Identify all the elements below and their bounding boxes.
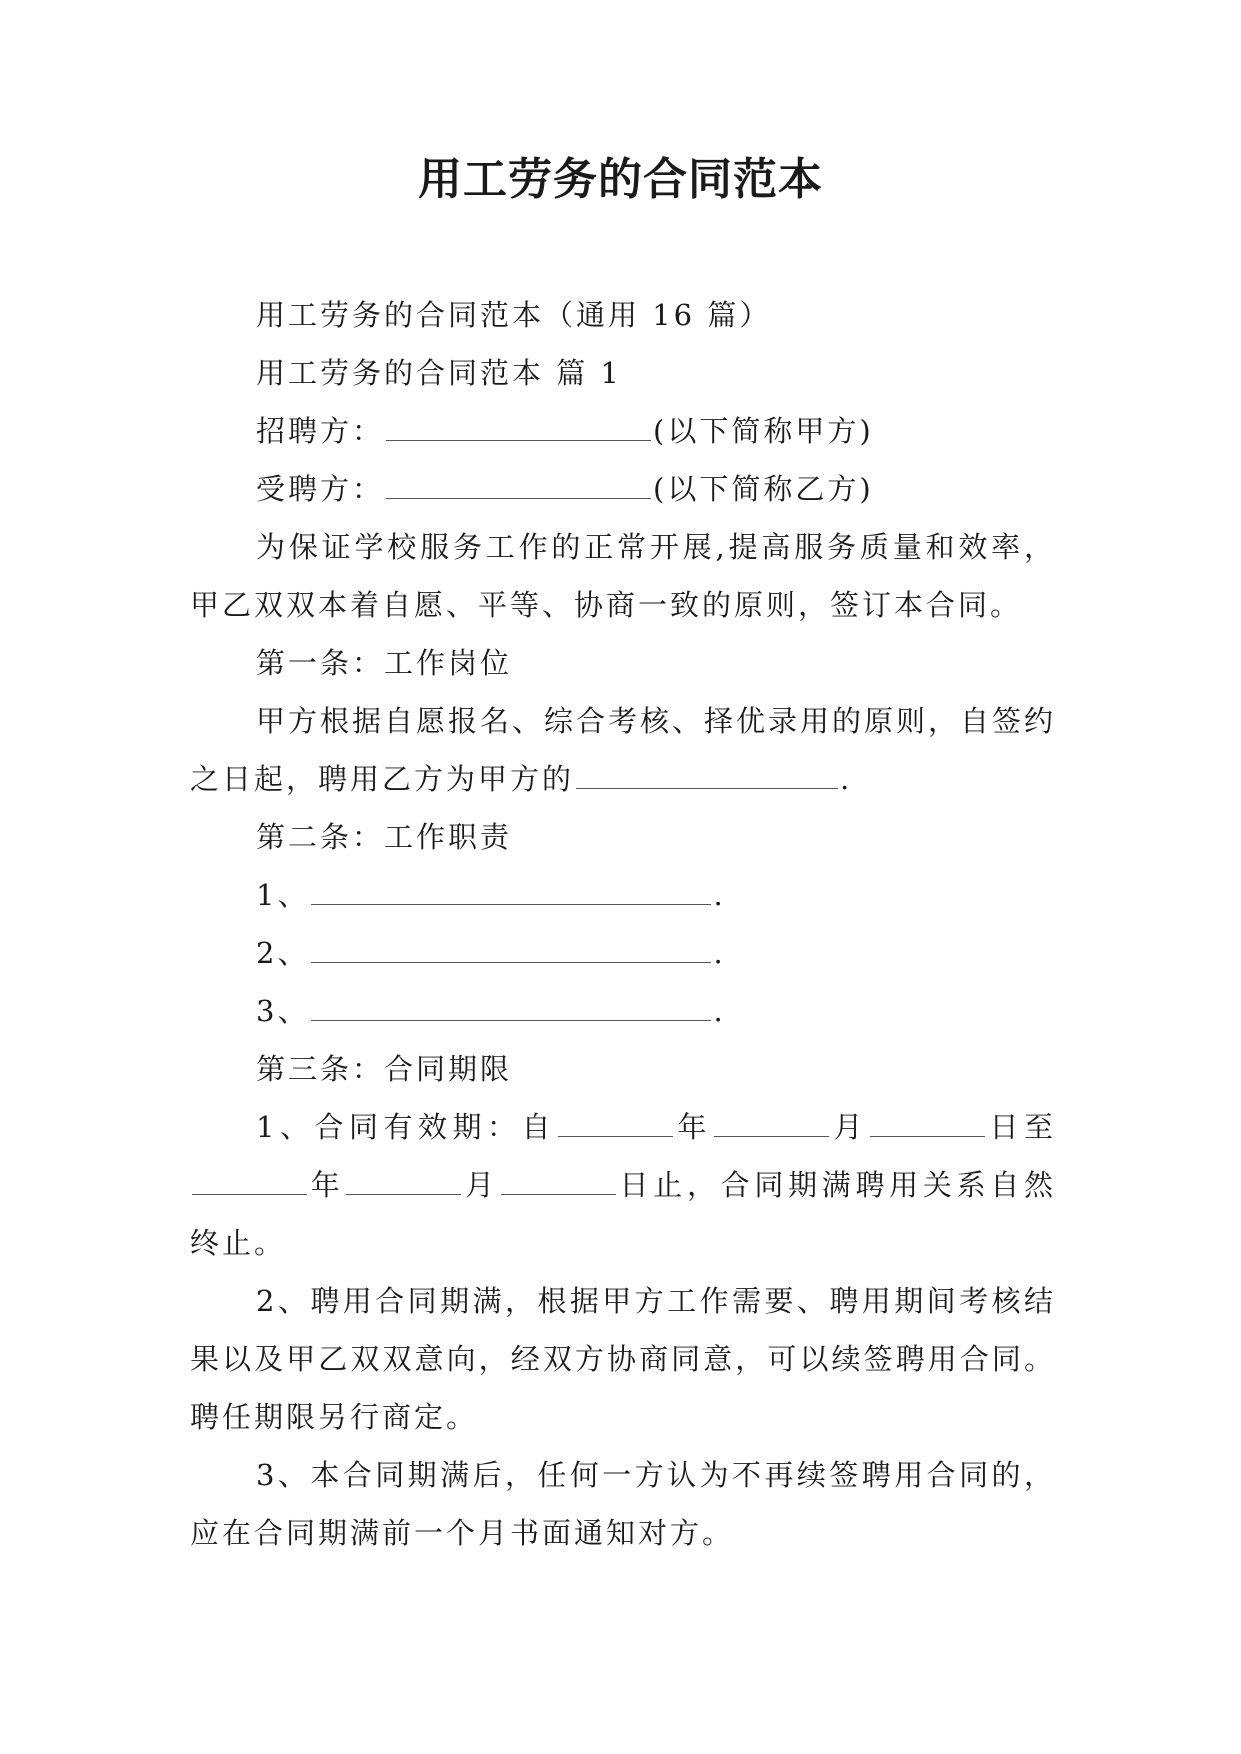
article3-item1	[190, 1098, 1056, 1272]
employer-line	[190, 402, 1056, 460]
employer-suffix: (以下简称甲方)	[653, 414, 874, 448]
month-label: 月	[463, 1168, 499, 1202]
end-month-blank	[346, 1172, 461, 1195]
article1-heading: 第一条：工作岗位	[256, 646, 513, 680]
employee-line	[190, 460, 1056, 518]
article1-text: 甲方根据自愿报名、综合考核、择优录用的原则，自签约之日起，聘用乙方为甲方的	[190, 704, 1057, 796]
day-to-label: 日至	[986, 1110, 1056, 1144]
position-blank	[576, 766, 838, 789]
start-month-blank	[714, 1114, 829, 1137]
duty-blank	[311, 998, 711, 1021]
duty-item-end: .	[713, 994, 726, 1028]
employee-blank	[386, 476, 651, 499]
duty-item-number: 2、	[256, 936, 310, 970]
start-day-blank	[870, 1114, 985, 1137]
duty-blank	[311, 882, 711, 905]
term-lead: 1、合同有效期：自	[256, 1110, 556, 1144]
month-label: 月	[830, 1110, 868, 1144]
section-heading: 用工劳务的合同范本 篇 1	[256, 356, 622, 390]
start-year-blank	[558, 1114, 673, 1137]
duty-blank	[311, 940, 711, 963]
end-day-blank	[501, 1172, 616, 1195]
duty-item-2	[190, 924, 1056, 982]
document-body	[190, 286, 1056, 1562]
article1-paragraph	[190, 692, 1056, 808]
employer-label: 招聘方：	[256, 414, 385, 448]
duty-item-3	[190, 982, 1056, 1040]
year-label: 年	[674, 1110, 712, 1144]
employee-suffix: (以下简称乙方)	[653, 472, 874, 506]
duty-item-1	[190, 866, 1056, 924]
article3-heading: 第三条：合同期限	[256, 1052, 513, 1086]
term-end-text: 日止，合同期满聘用关系自然终止。	[190, 1168, 1056, 1260]
document-title: 用工劳务的合同范本	[418, 154, 823, 205]
duty-item-end: .	[713, 878, 726, 912]
article3-item3: 3、本合同期满后，任何一方认为不再续签聘用合同的，应在合同期满前一个月书面通知对方。	[190, 1458, 1056, 1550]
document-subtitle: 用工劳务的合同范本（通用 16 篇）	[256, 298, 772, 332]
duty-item-number: 1、	[256, 878, 310, 912]
end-year-blank	[192, 1172, 307, 1195]
duty-item-number: 3、	[256, 994, 310, 1028]
article1-end: .	[840, 762, 853, 796]
duty-item-end: .	[713, 936, 726, 970]
article2-heading: 第二条：工作职责	[256, 820, 513, 854]
employee-label: 受聘方：	[256, 472, 385, 506]
article3-item2: 2、聘用合同期满，根据甲方工作需要、聘用期间考核结果以及甲乙双双意向，经双方协商同意，可以续签聘用合同。聘任期限另行商定。	[190, 1284, 1056, 1434]
preamble-paragraph: 为保证学校服务工作的正常开展,提高服务质量和效率，甲乙双双本着自愿、平等、协商一致的原则，签订本合同。	[190, 530, 1056, 622]
employer-blank	[386, 418, 651, 441]
year-label: 年	[309, 1168, 345, 1202]
